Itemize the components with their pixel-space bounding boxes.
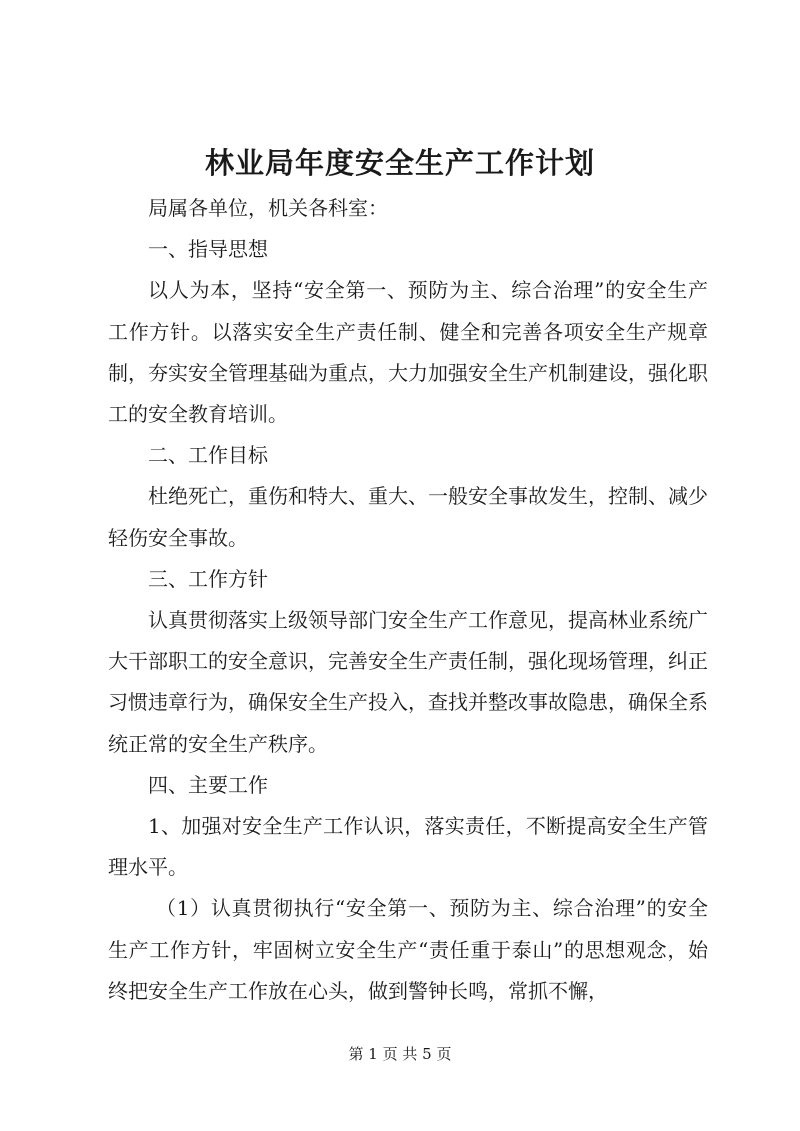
document-body (108, 188, 708, 1012)
page-number-footer: 第 1 页 共 5 页 (348, 1045, 452, 1063)
document-title: 林业局年度安全生产工作计划 (204, 146, 595, 180)
section-heading-main-work: 四、主要工作 (148, 772, 268, 797)
section-heading-work-goals: 二、工作目标 (148, 443, 268, 468)
section-heading-work-policy: 三、工作方针 (148, 566, 268, 591)
paragraph-work-policy: 认真贯彻落实上级领导部门安全生产工作意见，提高林业系统广大干部职工的安全意识，完善安全生产责任制，强化现场管理，纠正习惯违章行为，确保安全生产投入，查找并整改事故隐患，确保全系统正常的安全生产秩序。 (108, 608, 708, 756)
paragraph-guiding-ideology: 以人为本，坚持“安全第一、预防为主、综合治理”的安全生产工作方针。以落实安全生产责任制、健全和完善各项安全生产规章制，夯实安全管理基础为重点，大力加强安全生产机制建设，强化职工的安全教育培训。 (108, 278, 708, 427)
paragraph-work-goals: 杜绝死亡，重伤和特大、重大、一般安全事故发生，控制、减少轻伤安全事故。 (108, 484, 708, 550)
paragraph-main-work-item-1: 1、加强对安全生产工作认识，落实责任，不断提高安全生产管理水平。 (108, 814, 708, 880)
salutation: 局属各单位，机关各科室： (148, 196, 388, 220)
paragraph-main-work-subitem-1: （1）认真贯彻执行“安全第一、预防为主、综合治理”的安全生产工作方针，牢固树立安全生产“责任重于泰山”的思想观念，始终把安全生产工作放在心头，做到警钟长鸣，常抓不懈， (108, 896, 708, 1003)
section-heading-guiding-ideology: 一、指导思想 (148, 237, 268, 262)
